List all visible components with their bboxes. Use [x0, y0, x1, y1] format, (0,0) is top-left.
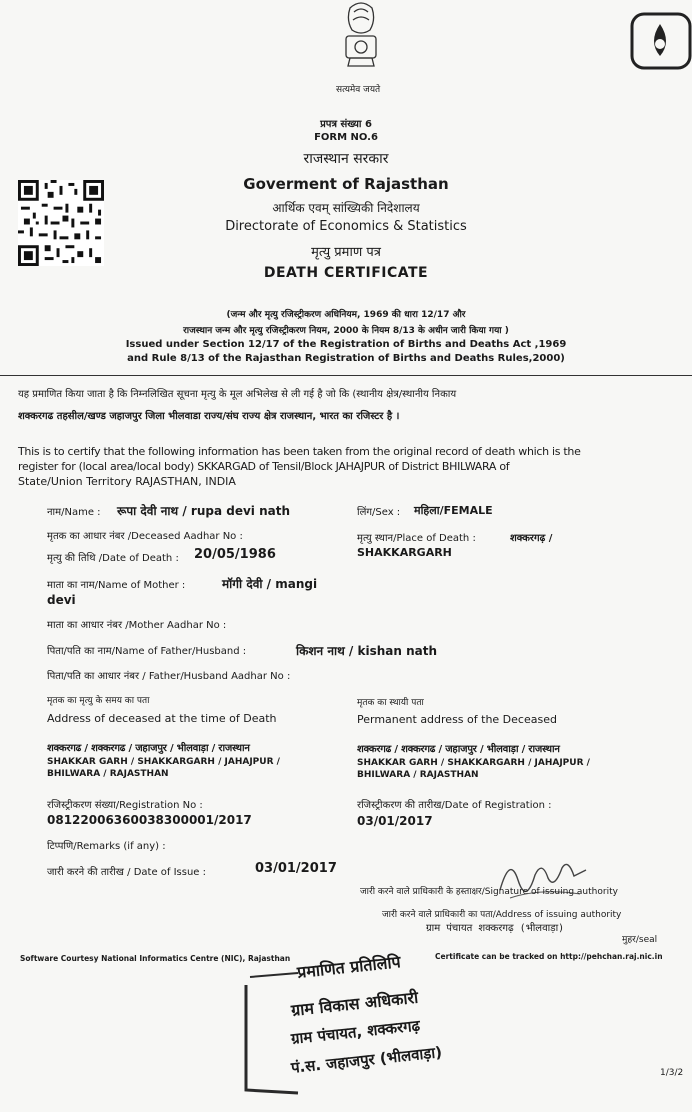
ashoka-emblem-icon	[330, 0, 392, 92]
mother-name-label: माता का नाम/Name of Mother :	[47, 580, 186, 591]
place-of-death-value: SHAKKARGARH	[357, 546, 452, 559]
issuing-authority-address-label: जारी करने वाले प्राधिकारी का पता/Address of issuing authority	[382, 910, 622, 920]
signature-icon	[490, 850, 600, 910]
law-reference-2: and Rule 8/13 of the Rajasthan Registration of Births and Deaths Rules,2000)	[127, 353, 565, 364]
form-number: FORM NO.6	[314, 132, 378, 143]
software-courtesy: Software Courtesy National Informatics Centre (NIC), Rajasthan	[20, 954, 291, 963]
certificate-title-hindi: मृत्यु प्रमाण पत्र	[311, 245, 381, 260]
govt-name-hindi: राजस्थान सरकार	[303, 151, 389, 167]
father-name-value: किशन नाथ / kishan nath	[296, 644, 438, 658]
emblem-caption: सत्यमेव जयते	[336, 85, 381, 95]
law-reference-hindi-1: (जन्म और मृत्यु रजिस्ट्रीकरण अधिनियम, 1969 की धारा 12/17 और	[226, 310, 466, 320]
mother-aadhar-label: माता का आधार नंबर /Mother Aadhar No :	[47, 620, 227, 631]
certify-english-3: State/Union Territory RAJASTHAN, INDIA	[18, 475, 236, 488]
certify-english-1: This is to certify that the following information has been taken from the original record of death which is the	[18, 445, 581, 458]
attested-copy-stamp	[238, 952, 468, 1100]
registration-number-value: 08122006360038300001/2017	[47, 813, 252, 827]
sex-value: महिला/FEMALE	[414, 504, 493, 517]
department-hindi: आर्थिक एवम् सांख्यिकी निदेशालय	[272, 201, 420, 215]
law-reference-hindi-2: राजस्थान जन्म और मृत्यु रजिस्ट्रीकरण नियम, 2000 के नियम 8/13 के अधीन जारी किया गया )	[183, 326, 509, 336]
issuing-authority-name: ग्राम पंचायत शक्करगढ़ (भीलवाड़ा)	[426, 923, 565, 934]
sex-label: लिंग/Sex :	[357, 507, 401, 518]
form-number-hindi: प्रपत्र संख्या 6	[320, 119, 372, 130]
stamp-line-1: प्रमाणित प्रतिलिपि	[296, 952, 402, 982]
seal-label: मुहर/seal	[622, 935, 658, 945]
date-of-issue-label: जारी करने की तारीख / Date of Issue :	[47, 867, 206, 878]
govt-name: Goverment of Rajasthan	[243, 175, 449, 193]
registration-date-value: 03/01/2017	[357, 814, 433, 828]
mother-name-value-cont: devi	[47, 593, 76, 607]
name-label: नाम/Name :	[47, 507, 101, 518]
tracking-url: Certificate can be tracked on http://pehchan.raj.nic.in	[435, 952, 663, 961]
permanent-address-label: Permanent address of the Deceased	[357, 713, 557, 726]
date-of-death-value: 20/05/1986	[194, 547, 276, 562]
address-at-death-label-hindi: मृतक का मृत्यु के समय का पता	[47, 696, 150, 706]
place-of-death-label: मृत्यु स्थान/Place of Death :	[357, 533, 476, 544]
registration-number-label: रजिस्ट्रीकरण संख्या/Registration No :	[47, 800, 203, 811]
registration-date-label: रजिस्ट्रीकरण की तारीख/Date of Registration :	[357, 800, 552, 811]
certify-hindi-1: यह प्रमाणित किया जाता है कि निम्नलिखित सूचना मृत्यु के मूल अभिलेख से ली गई है जो कि (स्थानीय क्षेत्र/स्थानीय निकाय	[18, 389, 457, 400]
permanent-address-line-1: SHAKKAR GARH / SHAKKARGARH / JAHAJPUR /	[357, 758, 590, 768]
mother-name-value: मॉगी देवी / mangi	[222, 577, 318, 591]
page-number: 1/3/2	[660, 1068, 684, 1078]
date-of-issue-value: 03/01/2017	[255, 861, 337, 876]
permanent-address-label-hindi: मृतक का स्थायी पता	[357, 698, 424, 708]
father-aadhar-label: पिता/पति का आधार नंबर / Father/Husband Aadhar No :	[47, 671, 291, 682]
address-at-death-line-1: SHAKKAR GARH / SHAKKARGARH / JAHAJPUR /	[47, 757, 280, 767]
address-at-death-hindi: शक्करगढ / शक्करगढ / जहाजपुर / भीलवाड़ा / राजस्थान	[47, 743, 250, 754]
date-of-death-label: मृत्यु की तिथि /Date of Death :	[47, 553, 179, 564]
address-at-death-line-2: BHILWARA / RAJASTHAN	[47, 769, 169, 779]
divider	[0, 375, 692, 376]
stamp-line-2: ग्राम विकास अधिकारी	[290, 987, 419, 1020]
permanent-address-line-2: BHILWARA / RAJASTHAN	[357, 770, 479, 780]
remarks-label: टिप्पणि/Remarks (if any) :	[47, 841, 166, 852]
certificate-title: DEATH CERTIFICATE	[263, 265, 429, 281]
department-name: Directorate of Economics & Statistics	[225, 219, 467, 234]
law-reference-1: Issued under Section 12/17 of the Registration of Births and Deaths Act ,1969	[125, 339, 567, 350]
stamp-line-3: ग्राम पंचायत, शक्करगढ़	[290, 1016, 421, 1048]
rajasthan-logo-icon	[630, 12, 692, 70]
certify-hindi-2: शक्करगढ तहसील/खण्ड जहाजपुर जिला भीलवाडा राज्य/संघ राज्य क्षेत्र राजस्थान, भारत का रजिस्टर है ।	[18, 411, 400, 422]
address-at-death-label: Address of deceased at the time of Death	[47, 712, 277, 725]
deceased-aadhar-label: मृतक का आधार नंबर /Deceased Aadhar No :	[47, 531, 243, 542]
issuing-authority-signature-label: जारी करने वाले प्राधिकारी के हस्ताक्षर/Signature of issuing authority	[360, 887, 618, 897]
name-value: रूपा देवी नाथ / rupa devi nath	[117, 504, 291, 518]
father-name-label: पिता/पति का नाम/Name of Father/Husband :	[47, 646, 247, 657]
stamp-line-4: पं.स. जहाजपुर (भीलवाड़ा)	[290, 1043, 443, 1077]
certify-english-2: register for (local area/local body) SKKARGAD of Tensil/Block JAHAJPUR of District BHILWARA of	[18, 460, 510, 473]
permanent-address-hindi: शक्करगढ / शक्करगढ / जहाजपुर / भीलवाड़ा / राजस्थान	[357, 744, 560, 755]
place-of-death-value-hindi: शक्करगढ़ /	[510, 533, 553, 544]
